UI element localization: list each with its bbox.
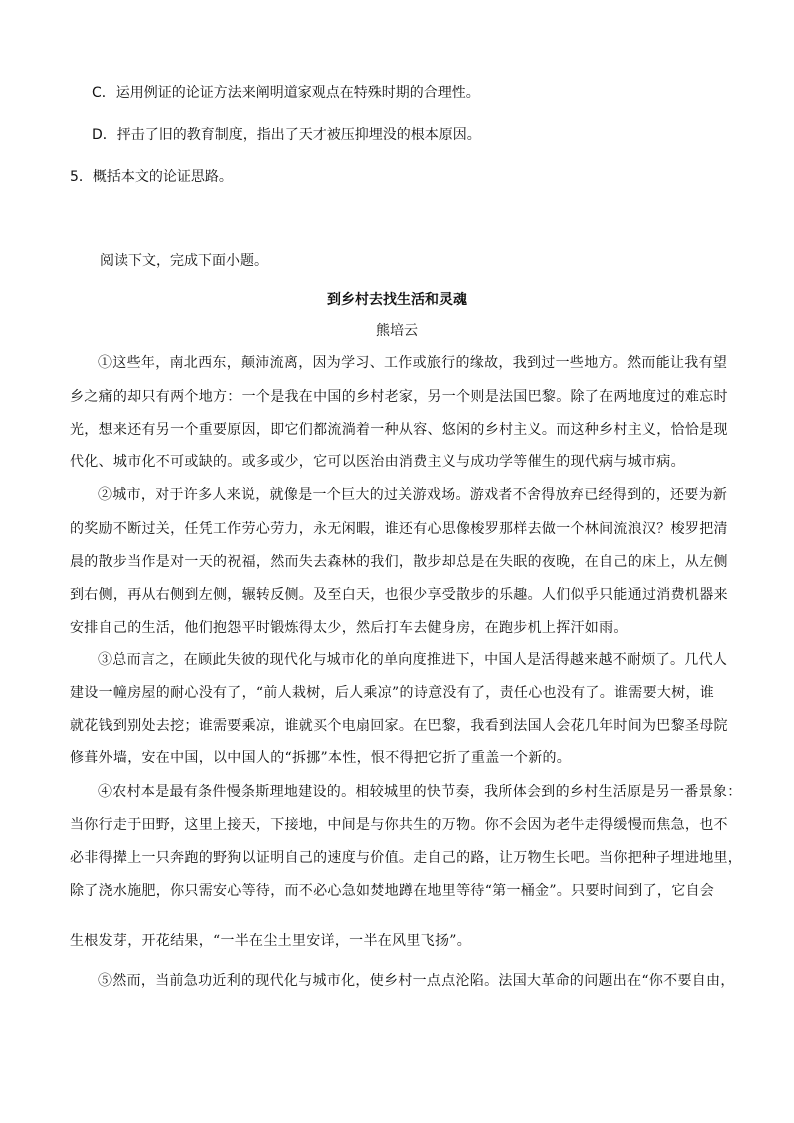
paragraph-line: 代化、城市化不可或缺的。或多或少，它可以医治由消费主义与成功学等催生的现代病与城市病。: [70, 454, 685, 470]
paragraph-line: 乡之痛的却只有两个地方：一个是我在中国的乡村老家，另一个则是法国巴黎。除了在两地度过的难忘时: [70, 389, 728, 405]
paragraph-start-line: ④农村本是最有条件慢条斯理地建设的。相较城里的快节奏，我所体会到的乡村生活原是另一番景象：: [98, 784, 742, 800]
paragraph-line: 的奖励不断过关，任凭工作劳心劳力，永无闲暇，谁还有心思像梭罗那样去做一个林间流浪汉？梭罗把清: [70, 521, 728, 537]
option-c: C．运用例证的论证方法来阐明道家观点在特殊时期的合理性。: [92, 85, 480, 101]
paragraph-start-line: ①这些年，南北西东，颠沛流离，因为学习、工作或旅行的缘故，我到过一些地方。然而能让我有望: [98, 355, 728, 371]
paragraph-line: 安排自己的生活，他们抱怨平时锻炼得太少，然后打车去健身房，在跑步机上挥汗如雨。: [70, 620, 628, 636]
paragraph-line: 修葺外墙，安在中国，以中国人的“拆挪”本性，恨不得把它折了重盖一个新的。: [70, 750, 572, 766]
paragraph-line: 生根发芽，开花结果，“一半在尘土里安详，一半在风里飞扬”。: [70, 933, 472, 949]
paragraph-line: 晨的散步当作是对一天的祝福，然而失去森林的我们，散步却总是在失眠的夜晚，在自己的床上，从左侧: [70, 554, 728, 570]
option-d: D．抨击了旧的教育制度，指出了天才被压抑埋没的根本原因。: [92, 127, 481, 143]
paragraph-line: 光，想来还有另一个重要原因，即它们都流淌着一种从容、悠闲的乡村主义。而这种乡村主义，恰恰是现: [70, 422, 728, 438]
paragraph-line: 到右侧，再从右侧到左侧，辗转反侧。及至白天，也很少享受散步的乐趣。人们似乎只能通过消费机器来: [70, 587, 728, 603]
paragraph-start-line: ⑤然而，当前急功近利的现代化与城市化，使乡村一点点沦陷。法国大革命的问题出在“你不要自由，: [98, 973, 735, 989]
paragraph-line: 建设一幢房屋的耐心没有了，“前人栽树，后人乘凉”的诗意没有了，责任心也没有了。谁需要大树，谁: [70, 685, 715, 701]
article-title: 到乡村去找生活和灵魂: [327, 292, 467, 308]
paragraph-start-line: ②城市，对于许多人来说，就像是一个巨大的过关游戏场。游戏者不舍得放弃已经得到的，还要为新: [98, 487, 728, 503]
reading-instruction: 阅读下文，完成下面小题。: [100, 253, 268, 269]
article-author: 熊培云: [376, 323, 418, 339]
paragraph-line: 当你行走于田野，这里上接天，下接地，中间是与你共生的万物。你不会因为老牛走得缓慢而焦急，也不: [70, 817, 728, 833]
paragraph-line: 就花钱到别处去挖；谁需要乘凉，谁就买个电扇回家。在巴黎，我看到法国人会花几年时间为巴黎圣母院: [70, 718, 728, 734]
question-5: 5．概括本文的论证思路。: [70, 169, 233, 185]
paragraph-line: 除了浇水施肥，你只需安心等待，而不必心急如焚地蹲在地里等待“第一桶金”。只要时间到了，它自会: [70, 883, 715, 899]
paragraph-start-line: ③总而言之，在顾此失彼的现代化与城市化的单向度推进下，中国人是活得越来越不耐烦了。几代人: [98, 652, 728, 668]
paragraph-line: 必非得撵上一只奔跑的野狗以证明自己的速度与价值。走自己的路，让万物生长吧。当你把种子埋进地里，: [70, 850, 743, 866]
